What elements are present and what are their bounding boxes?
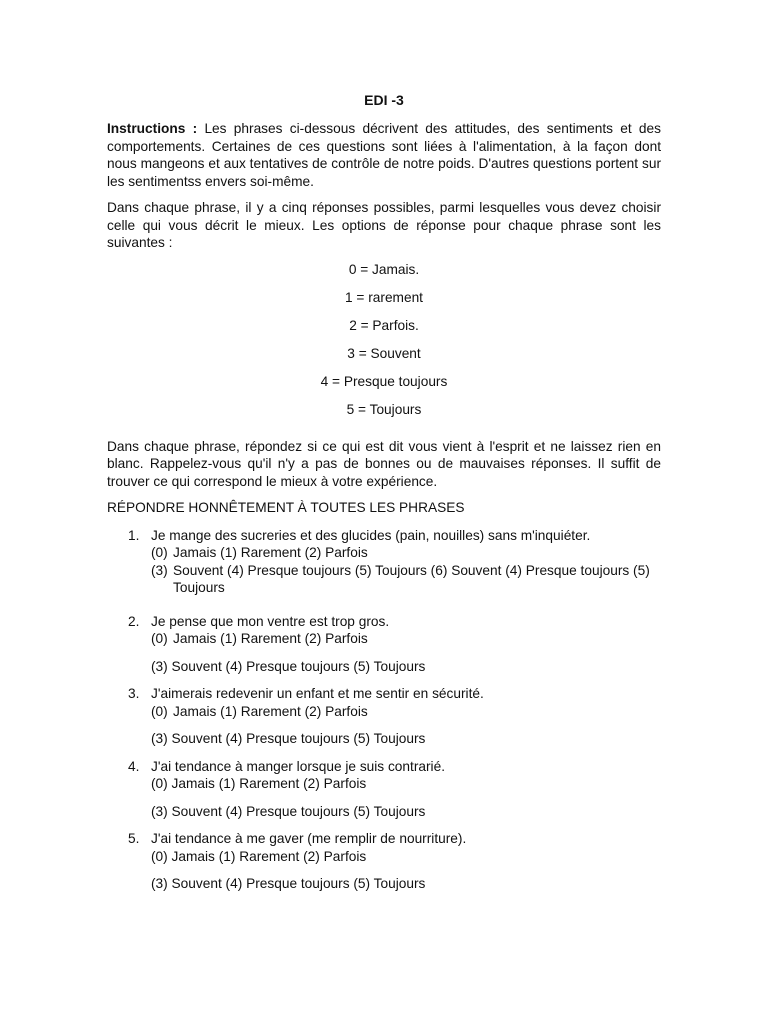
instructions-paragraph bbox=[107, 120, 661, 190]
answer-options-line-1 bbox=[151, 703, 661, 721]
answer-options-text: Jamais (1) Rarement (2) Parfois bbox=[173, 631, 368, 646]
question-item bbox=[107, 613, 661, 676]
answer-options-line-2: (3) Souvent (4) Presque toujours (5) Toujours bbox=[151, 731, 426, 746]
answer-options-line-1 bbox=[151, 630, 661, 648]
question-number: 1. bbox=[128, 527, 140, 543]
answer-option-prefix: (0) bbox=[151, 545, 168, 560]
question-item bbox=[107, 758, 661, 821]
answer-options-line-2: (3) Souvent (4) Presque toujours (5) Toujours bbox=[151, 658, 426, 674]
question-text: J'ai tendance à manger lorsque je suis contrarié. bbox=[151, 758, 446, 774]
question-item bbox=[107, 685, 661, 748]
answer-options-line-2: (3) Souvent (4) Presque toujours (5) Toujours bbox=[151, 876, 426, 891]
question-item bbox=[107, 830, 661, 893]
instructions-text: Les phrases ci-dessous décrivent des attitudes, des sentiments et des comportements. Certaines de ces questions sont liées à l'alimentation, à la façon dont nous mangeons et aux tentatives de contrôle de notre poids. D'autres questions portent sur les sentimentss envers soi-même. bbox=[107, 121, 661, 189]
answer-options-line-2: (3) Souvent (4) Presque toujours (5) Toujours bbox=[151, 803, 426, 819]
scale-option-1: 1 = rarement bbox=[345, 289, 423, 305]
question-text: Je mange des sucreries et des glucides (pain, nouilles) sans m'inquiéter. bbox=[151, 527, 591, 543]
answer-options-text: Jamais (1) Rarement (2) Parfois bbox=[173, 703, 368, 719]
answer-options-line-1: (0) Jamais (1) Rarement (2) Parfois bbox=[151, 848, 367, 864]
answer-option-prefix: (3) bbox=[151, 562, 168, 578]
scale-option-5: 5 = Toujours bbox=[346, 401, 422, 417]
question-number: 5. bbox=[128, 831, 140, 846]
question-number: 2. bbox=[128, 613, 140, 629]
response-scale bbox=[107, 261, 661, 429]
instructions-label: Instructions : bbox=[107, 121, 198, 136]
question-text: J'aimerais redevenir un enfant et me sentir en sécurité. bbox=[151, 686, 484, 701]
section-heading: RÉPONDRE HONNÊTEMENT À TOUTES LES PHRASES bbox=[107, 500, 465, 515]
document-title: EDI -3 bbox=[364, 92, 404, 108]
scale-option-4: 4 = Presque toujours bbox=[320, 373, 448, 389]
answer-option-prefix: (0) bbox=[151, 631, 168, 646]
question-item bbox=[107, 527, 661, 597]
answer-options-text: Souvent (4) Presque toujours (5) Toujours (6) Souvent (4) Presque toujours (5) Toujours bbox=[173, 562, 650, 595]
answer-options-line-1: (0) Jamais (1) Rarement (2) Parfois bbox=[151, 776, 367, 791]
question-list bbox=[107, 527, 661, 893]
question-text: Je pense que mon ventre est trop gros. bbox=[151, 613, 390, 629]
document-page bbox=[107, 90, 661, 903]
scale-option-0: 0 = Jamais. bbox=[348, 261, 420, 277]
response-options-paragraph: Dans chaque phrase, il y a cinq réponses possibles, parmi lesquelles vous devez choisir celle qui vous décrit le mieux. Les options de réponse pour chaque phrase sont les suivantes : bbox=[107, 200, 661, 250]
question-text: J'ai tendance à me gaver (me remplir de nourriture). bbox=[151, 831, 467, 846]
answer-option-prefix: (0) bbox=[151, 703, 168, 719]
answer-options-line-2 bbox=[151, 562, 661, 597]
scale-option-2: 2 = Parfois. bbox=[349, 317, 419, 333]
scale-option-3: 3 = Souvent bbox=[347, 345, 421, 361]
question-number: 3. bbox=[128, 686, 140, 701]
answer-instructions-paragraph: Dans chaque phrase, répondez si ce qui est dit vous vient à l'esprit et ne laissez rien en blanc. Rappelez-vous qu'il n'y a pas de bonnes ou de mauvaises réponses. Il suffit de trouver ce qui correspond le mieux à votre expérience. bbox=[107, 438, 661, 489]
answer-options-line-1 bbox=[151, 544, 661, 562]
question-number: 4. bbox=[128, 758, 140, 774]
answer-options-text: Jamais (1) Rarement (2) Parfois bbox=[173, 545, 368, 560]
